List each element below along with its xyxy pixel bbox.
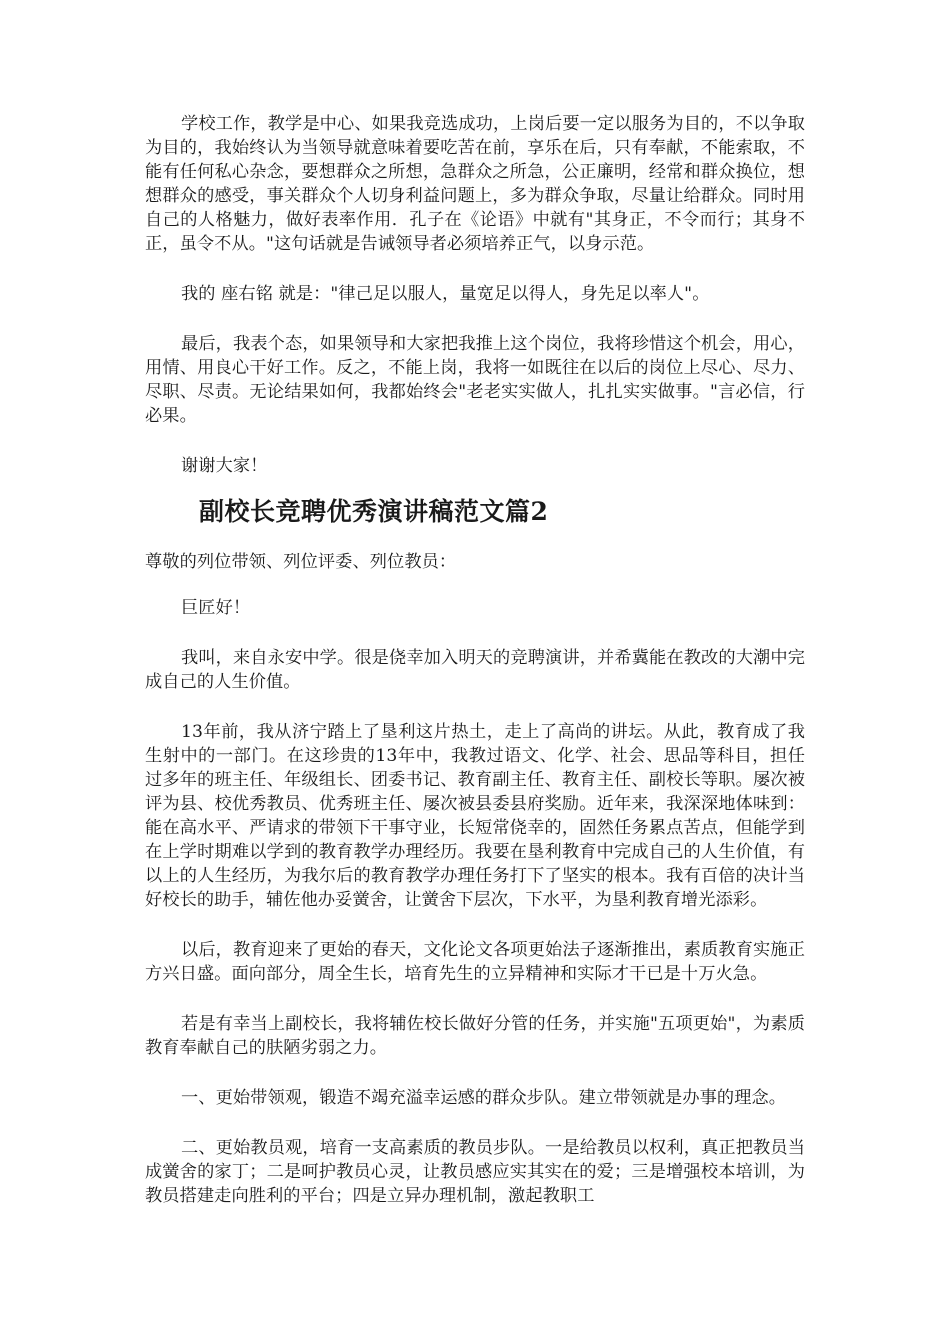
paragraph-closing-statement: 最后，我表个态，如果领导和大家把我推上这个岗位，我将珍惜这个机会，用心，用情、用良心干好工作。反之，不能上岗，我将一如既往在以后的岗位上尽心、尽力、尽职、尽责。无论结果如何，我都始终会"老老实实做人，扎扎实实做事。"言必信，行必果。 <box>145 334 805 426</box>
paragraph-education-reform: 以后，教育迎来了更始的春天，文化论文各项更始法子逐渐推出，素质教育实施正方兴日盛。面向部分，周全生长，培育先生的立异精神和实际才干已是十万火急。 <box>145 940 805 984</box>
paragraph-thanks: 谢谢大家！ <box>181 456 268 476</box>
section-heading: 副校长竞聘优秀演讲稿范文篇2 <box>199 497 549 526</box>
paragraph-service-purpose: 学校工作，教学是中心、如果我竞选成功，上岗后要一定以服务为目的，不以争取为目的，我始终认为当领导就意味着要吃苦在前，享乐在后，只有奉献，不能索取，不能有任何私心杂念，要想群众之所想，急群众之所急，公正廉明，经常和群众换位，想想群众的感受，事关群众个人切身利益问题上，多为群众争取，尽量让给群众。同时用自己的人格魅力，做好表率作用．孔子在《论语》中就有"其身正，不令而行；其身不正，虽令不从。"这句话就是告诫领导者必须培养正气，以身示范。 <box>145 114 805 254</box>
paragraph-greeting: 巨匠好！ <box>181 598 251 618</box>
paragraph-five-reforms: 若是有幸当上副校长，我将辅佐校长做好分管的任务，并实施"五项更始"，为素质教育奉献自己的肤陋劣弱之力。 <box>145 1014 805 1058</box>
document-page <box>145 112 805 1208</box>
paragraph-reform-leadership: 一、更始带领观，锻造不竭充溢幸运感的群众步队。建立带领就是办事的理念。 <box>181 1088 787 1108</box>
paragraph-reform-teachers: 二、更始教员观，培育一支高素质的教员步队。一是给教员以权利，真正把教员当成黉舍的家丁；二是呵护教员心灵，让教员感应实其实在的爱；三是增强校本培训，为教员搭建走向胜利的平台；四是立异办理机制，激起教职工 <box>145 1138 805 1206</box>
paragraph-introduction: 我叫，来自永安中学。很是侥幸加入明天的竞聘演讲，并希冀能在教改的大潮中完成自己的人生价值。 <box>145 648 805 692</box>
paragraph-motto: 我的 座右铭 就是："律己足以服人，量宽足以得人，身先足以率人"。 <box>181 284 710 304</box>
salutation: 尊敬的列位带领、列位评委、列位教员： <box>145 552 457 572</box>
paragraph-experience: 13年前，我从济宁踏上了垦利这片热土，走上了高尚的讲坛。从此，教育成了我生射中的一部门。在这珍贵的13年中，我教过语文、化学、社会、思品等科目，担任过多年的班主任、年级组长、团委书记、教育副主任、教育主任、副校长等职。屡次被评为县、校优秀教员、优秀班主任、屡次被县委县府奖励。近年来，我深深地体味到：能在高水平、严请求的带领下干事守业，长短常侥幸的，固然任务累点苦点，但能学到在上学时期难以学到的教育教学办理经历。我要在垦利教育中完成自己的人生价值，有以上的人生经历，为我尔后的教育教学办理任务打下了坚实的根本。我有百倍的决计当好校长的助手，辅佐他办妥黉舍，让黉舍下层次，下水平，为垦利教育增光添彩。 <box>145 722 805 910</box>
